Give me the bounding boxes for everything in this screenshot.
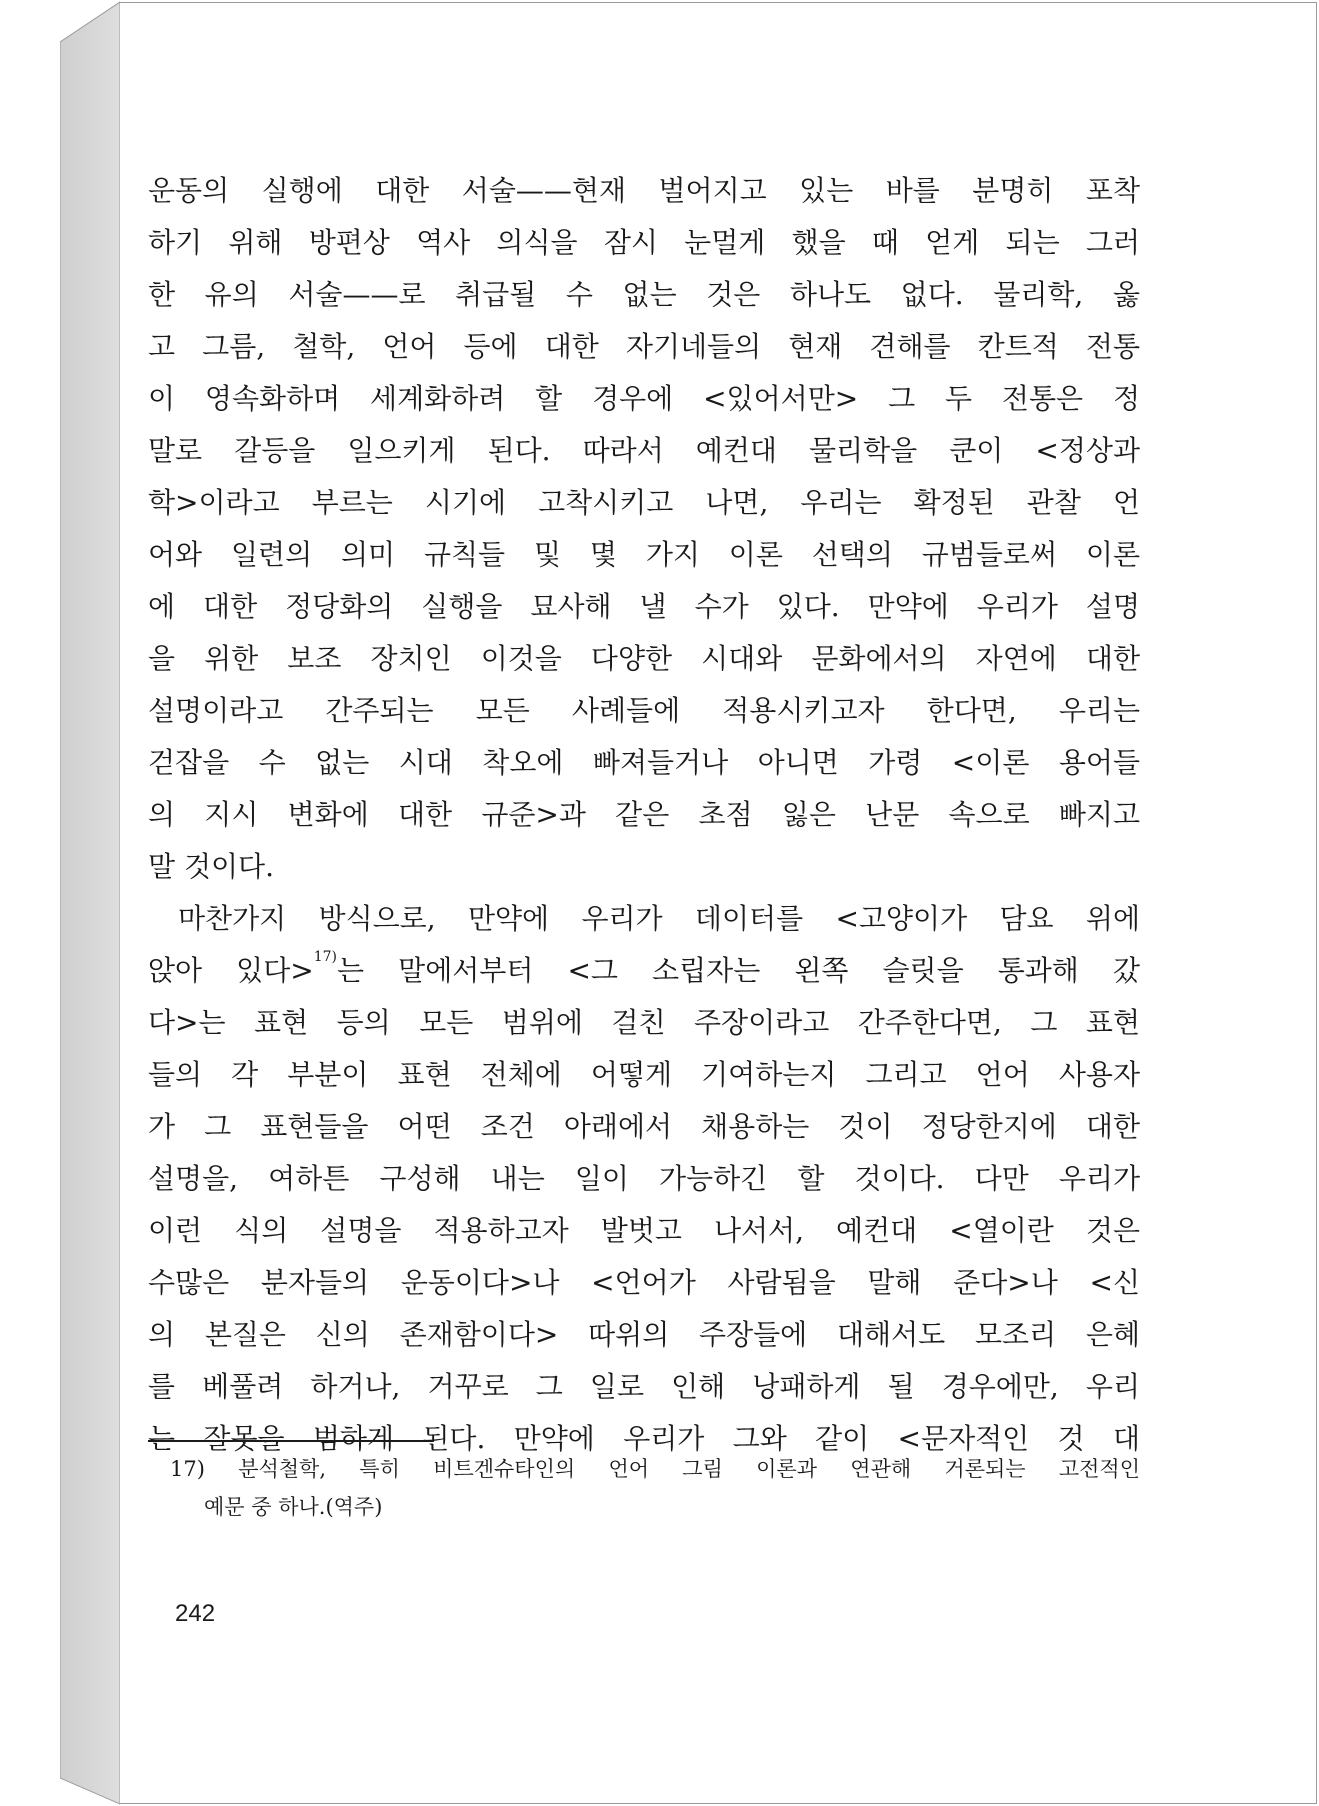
text-line: 고 그름, 철학, 언어 등에 대한 자기네들의 현재 견해를 칸트적 전통 xyxy=(148,330,1140,363)
footnote-divider xyxy=(148,1440,434,1442)
text-segment: 앉아 있다> xyxy=(148,954,314,987)
text-line: 수많은 분자들의 운동이다>나 <언어가 사람됨을 말해 준다>나 <신 xyxy=(148,1266,1140,1299)
text-line: 는 잘못을 범하게 된다. 만약에 우리가 그와 같이 <문자적인 것 대 xyxy=(148,1422,1140,1455)
text-line: 설명이라고 간주되는 모든 사례들에 적용시키고자 한다면, 우리는 xyxy=(148,694,1140,727)
text-line: 하기 위해 방편상 역사 의식을 잠시 눈멀게 했을 때 얻게 되는 그러 xyxy=(148,226,1140,259)
text-line: 한 유의 서술——로 취급될 수 없는 것은 하나도 없다. 물리학, 옳 xyxy=(148,278,1140,311)
text-segment: 는 말에서부터 <그 소립자는 왼쪽 슬릿을 통과해 갔 xyxy=(337,954,1140,987)
text-line: 을 위한 보조 장치인 이것을 다양한 시대와 문화에서의 자연에 대한 xyxy=(148,642,1140,675)
text-line: 학>이라고 부르는 시기에 고착시키고 나면, 우리는 확정된 관찰 언 xyxy=(148,486,1140,519)
text-line: 이런 식의 설명을 적용하고자 발벗고 나서서, 예컨대 <열이란 것은 xyxy=(148,1214,1140,1247)
page-number: 242 xyxy=(175,1600,216,1627)
text-line xyxy=(148,945,1140,997)
text-line: 이 영속화하며 세계화하려 할 경우에 <있어서만> 그 두 전통은 정 xyxy=(148,382,1140,415)
footnote-reference: 17) xyxy=(313,949,338,965)
text-line: 들의 각 부분이 표현 전체에 어떻게 기여하는지 그리고 언어 사용자 xyxy=(148,1058,1140,1091)
text-line: 가 그 표현들을 어떤 조건 아래에서 채용하는 것이 정당한지에 대한 xyxy=(148,1110,1140,1143)
text-line: 를 베풀려 하거나, 거꾸로 그 일로 인해 낭패하게 될 경우에만, 우리 xyxy=(148,1370,1140,1403)
text-line: 의 지시 변화에 대한 규준>과 같은 초점 잃은 난문 속으로 빠지고 xyxy=(148,798,1140,831)
text-line: 다>는 표현 등의 모든 범위에 걸친 주장이라고 간주한다면, 그 표현 xyxy=(148,1006,1140,1039)
book-spine-shape xyxy=(60,0,120,1806)
text-line: 에 대한 정당화의 실행을 묘사해 낼 수가 있다. 만약에 우리가 설명 xyxy=(148,590,1140,623)
text-line: 의 본질은 신의 존재함이다> 따위의 주장들에 대해서도 모조리 은혜 xyxy=(148,1318,1140,1351)
text-line: 설명을, 여하튼 구성해 내는 일이 가능하긴 할 것이다. 다만 우리가 xyxy=(148,1162,1140,1195)
text-line: 걷잡을 수 없는 시대 착오에 빠져들거나 아니면 가령 <이론 용어들 xyxy=(148,746,1140,779)
text-line: 마찬가지 방식으로, 만약에 우리가 데이터를 <고양이가 담요 위에 xyxy=(178,902,1140,935)
footnote-line: 예문 중 하나.(역주) xyxy=(204,1495,383,1519)
book-spine xyxy=(60,0,120,1806)
text-line: 어와 일련의 의미 규칙들 및 몇 가지 이론 선택의 규범들로써 이론 xyxy=(148,538,1140,571)
text-line: 말로 갈등을 일으키게 된다. 따라서 예컨대 물리학을 쿤이 <정상과 xyxy=(148,434,1140,467)
text-line: 말 것이다. xyxy=(148,850,274,883)
footnote-line: 17) 분석철학, 특히 비트겐슈타인의 언어 그림 이론과 연관해 거론되는 고전적인 xyxy=(170,1457,1140,1481)
text-line: 운동의 실행에 대한 서술——현재 벌어지고 있는 바를 분명히 포착 xyxy=(148,174,1140,207)
